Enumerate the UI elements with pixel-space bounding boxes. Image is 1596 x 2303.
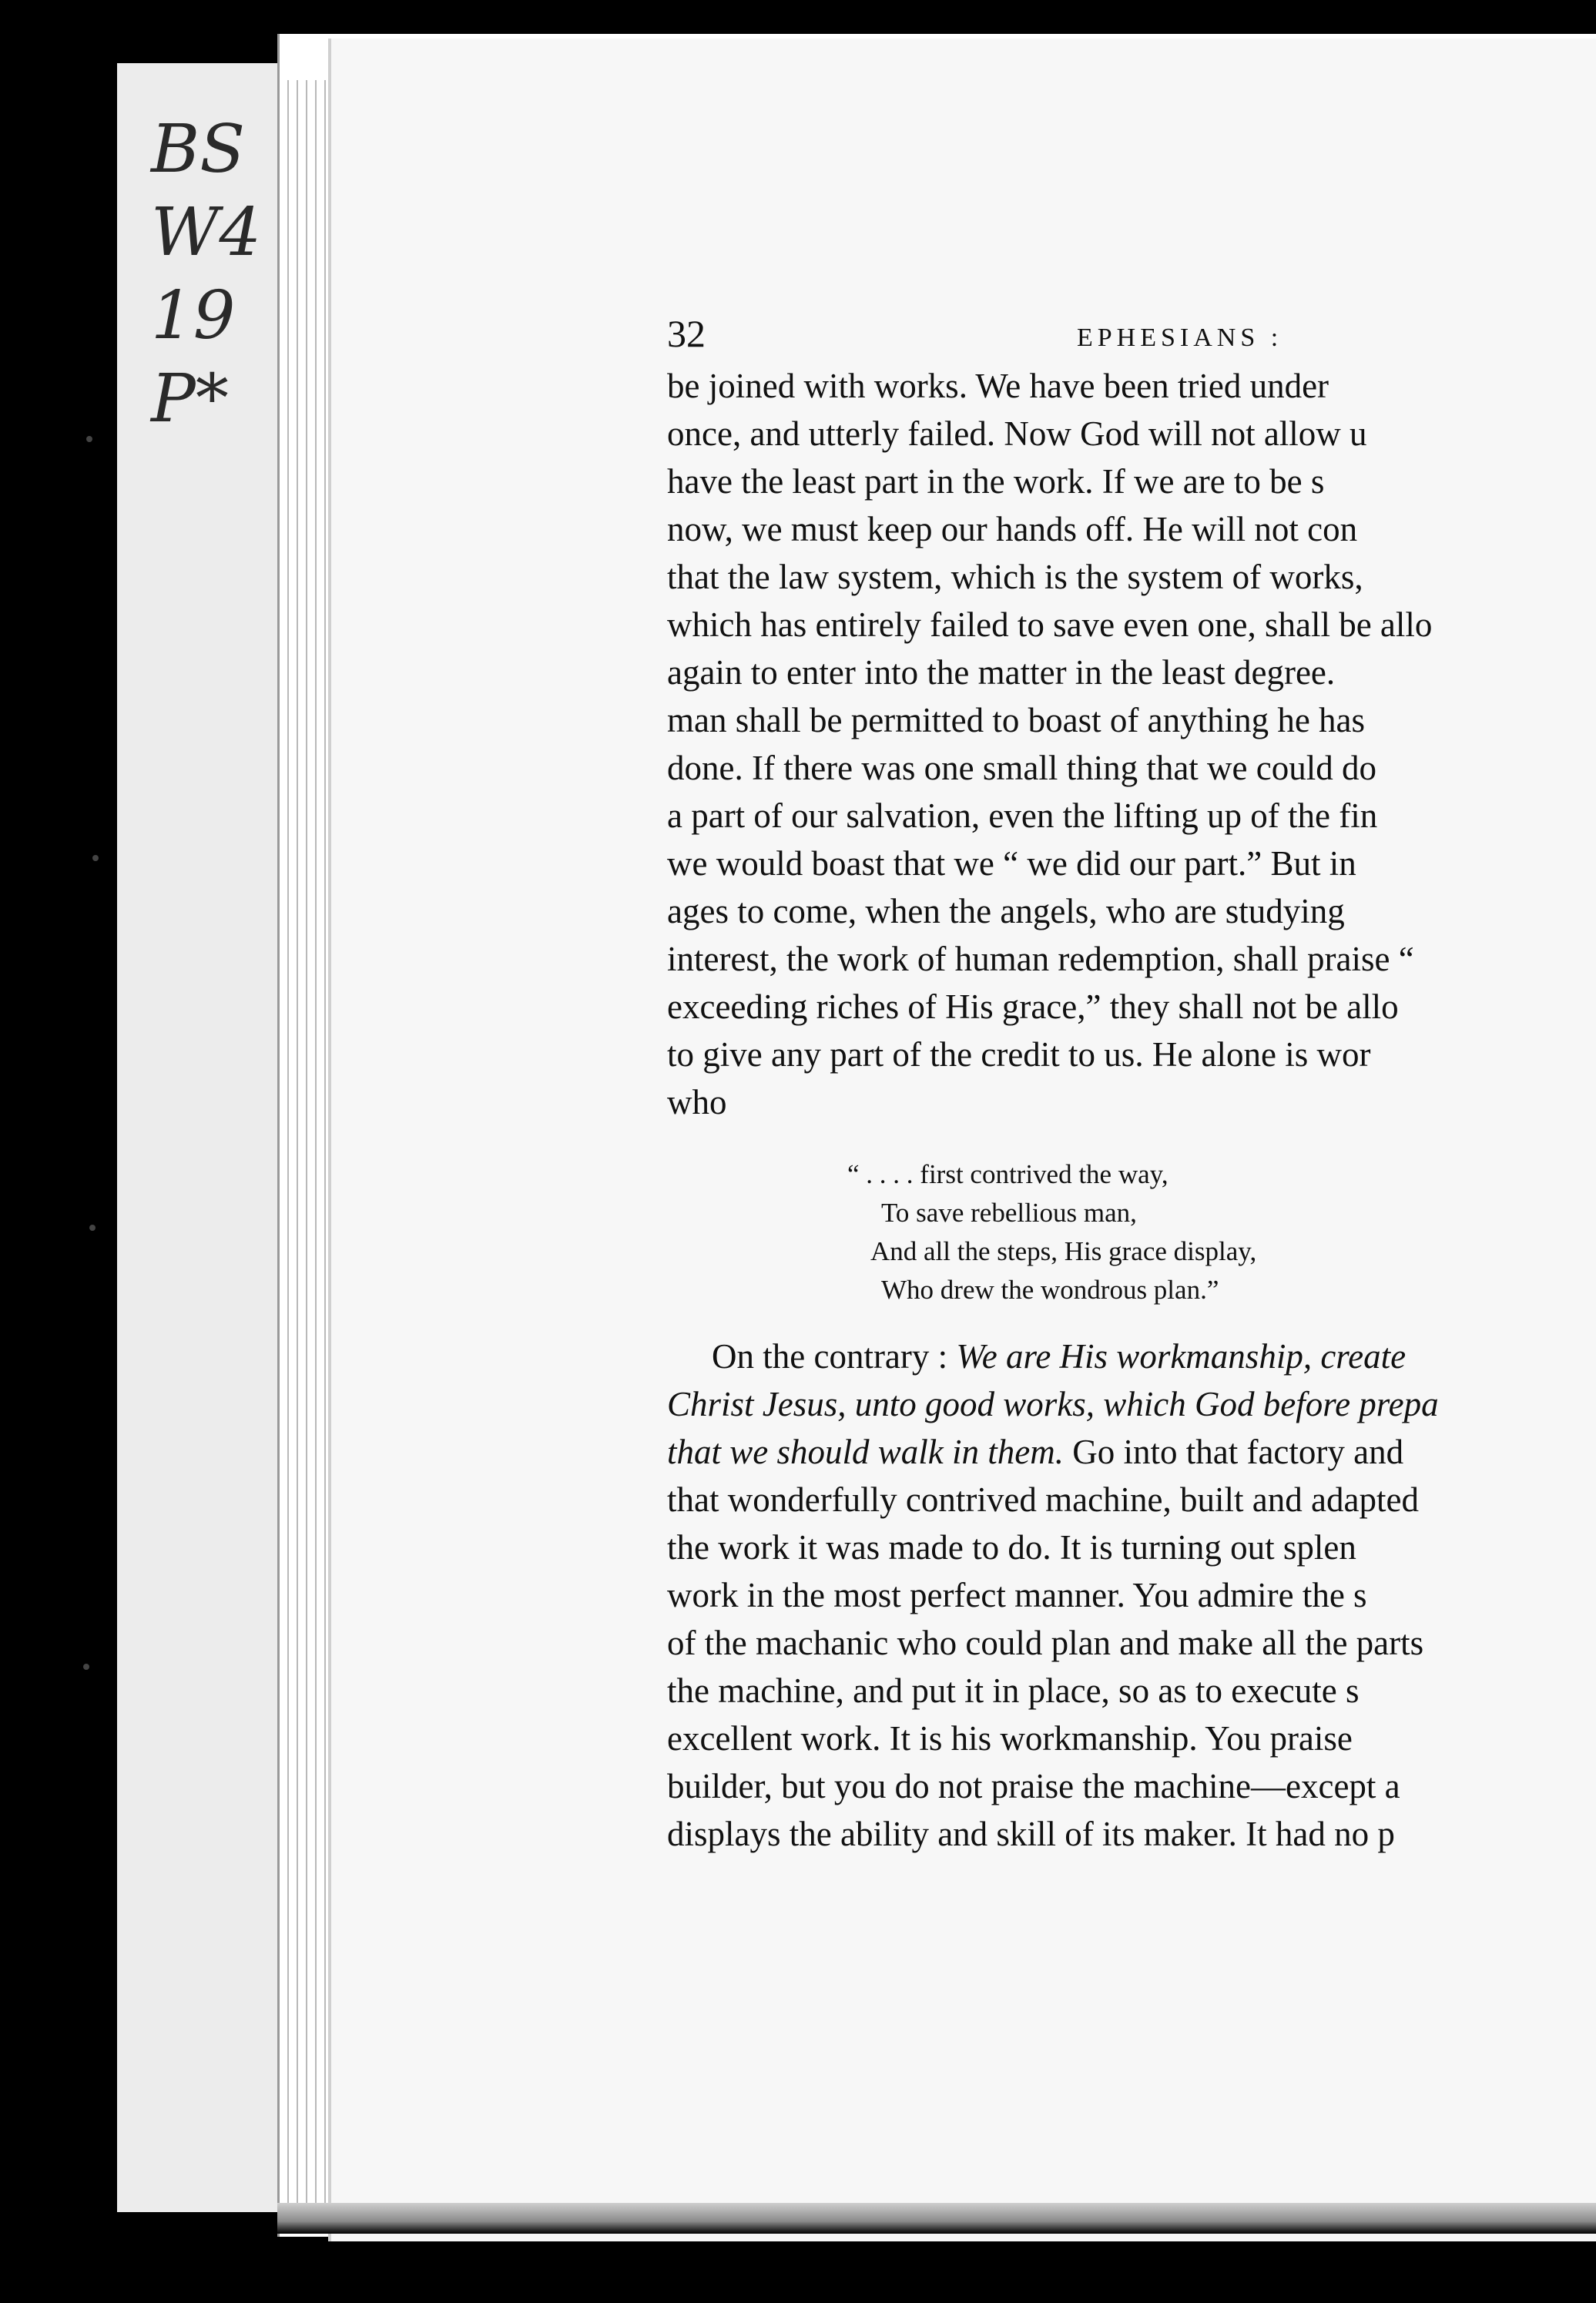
text-line: displays the ability and skill of its maker. It had no p [667, 1815, 1395, 1853]
text-line: the work it was made to do. It is turning out splen [667, 1528, 1356, 1567]
leaf-edge [315, 80, 317, 2214]
text-line: that the law system, which is the system of works, [667, 558, 1363, 596]
margin-speck [86, 436, 92, 442]
text-line [667, 1333, 1596, 1380]
text-line: excellent work. It is his workmanship. You praise [667, 1719, 1353, 1758]
text-line: we would boast that we “ we did our part.” But in [667, 844, 1356, 883]
text-line: who [667, 1083, 727, 1121]
leaf-edge [287, 80, 289, 2214]
text-line: ages to come, when the angels, who are studying [667, 892, 1345, 930]
text-line: the machine, and put it in place, so as to execute s [667, 1671, 1360, 1710]
call-number-line: W4 [151, 194, 262, 271]
hymn-quotation [847, 1155, 1596, 1309]
leaf-edge [324, 80, 326, 2214]
poem-line: Who drew the wondrous plan.” [881, 1275, 1219, 1305]
call-number-line: BS [151, 111, 246, 188]
margin-speck [92, 855, 99, 861]
call-number-line: 19 [151, 277, 236, 354]
text-line: which has entirely failed to save even one, shall be allo [667, 605, 1433, 644]
page-text [667, 311, 1596, 1858]
paragraph-1 [667, 362, 1596, 1126]
text-line: once, and utterly failed. Now God will not allow u [667, 414, 1367, 453]
call-number-line: P* [151, 360, 229, 437]
leaf-edge [306, 80, 307, 2214]
text-line: done. If there was one small thing that we could do [667, 749, 1377, 787]
handwritten-call-number [151, 108, 261, 441]
paragraph-2 [667, 1333, 1596, 1858]
margin-speck [89, 1225, 96, 1231]
text-line: builder, but you do not praise the machine—except a [667, 1767, 1400, 1805]
leaf-edge [297, 80, 298, 2214]
text-line: exceeding riches of His grace,” they shall not be allo [667, 987, 1399, 1026]
text-line: again to enter into the matter in the least degree. [667, 653, 1336, 692]
scripture-quote: We are His workmanship, create [956, 1337, 1407, 1376]
running-title: EPHESIANS : [1077, 323, 1283, 352]
poem-line: “ . . . . first contrived the way, [847, 1159, 1168, 1189]
text-line: now, we must keep our hands off. He will not con [667, 510, 1358, 548]
text-roman: On the contrary : [712, 1337, 957, 1376]
text-roman: Go into that factory and [1063, 1433, 1404, 1471]
text-line: that wonderfully contrived machine, built and adapted [667, 1480, 1419, 1519]
poem-line: And all the steps, His grace display, [870, 1236, 1257, 1266]
text-line: to give any part of the credit to us. He alone is wor [667, 1035, 1371, 1074]
scripture-quote: Christ Jesus, unto good works, which God before prepa [667, 1385, 1439, 1423]
poem-line: To save rebellious man, [881, 1198, 1137, 1228]
text-line [667, 1428, 1596, 1476]
text-line: interest, the work of human redemption, shall praise “ [667, 940, 1414, 978]
scripture-quote: that we should walk in them. [667, 1433, 1064, 1471]
text-line: man shall be permitted to boast of anything he has [667, 701, 1366, 739]
text-line: be joined with works. We have been tried under [667, 367, 1329, 405]
running-head [667, 311, 1596, 362]
text-line: work in the most perfect manner. You admire the s [667, 1576, 1367, 1614]
text-line: of the machanic who could plan and make all the parts [667, 1624, 1424, 1662]
text-line: a part of our salvation, even the lifting up of the fin [667, 796, 1378, 835]
text-line: have the least part in the work. If we are to be s [667, 462, 1325, 501]
margin-speck [83, 1664, 89, 1670]
page-bottom-edge [277, 2203, 1596, 2234]
page-number: 32 [667, 312, 706, 355]
